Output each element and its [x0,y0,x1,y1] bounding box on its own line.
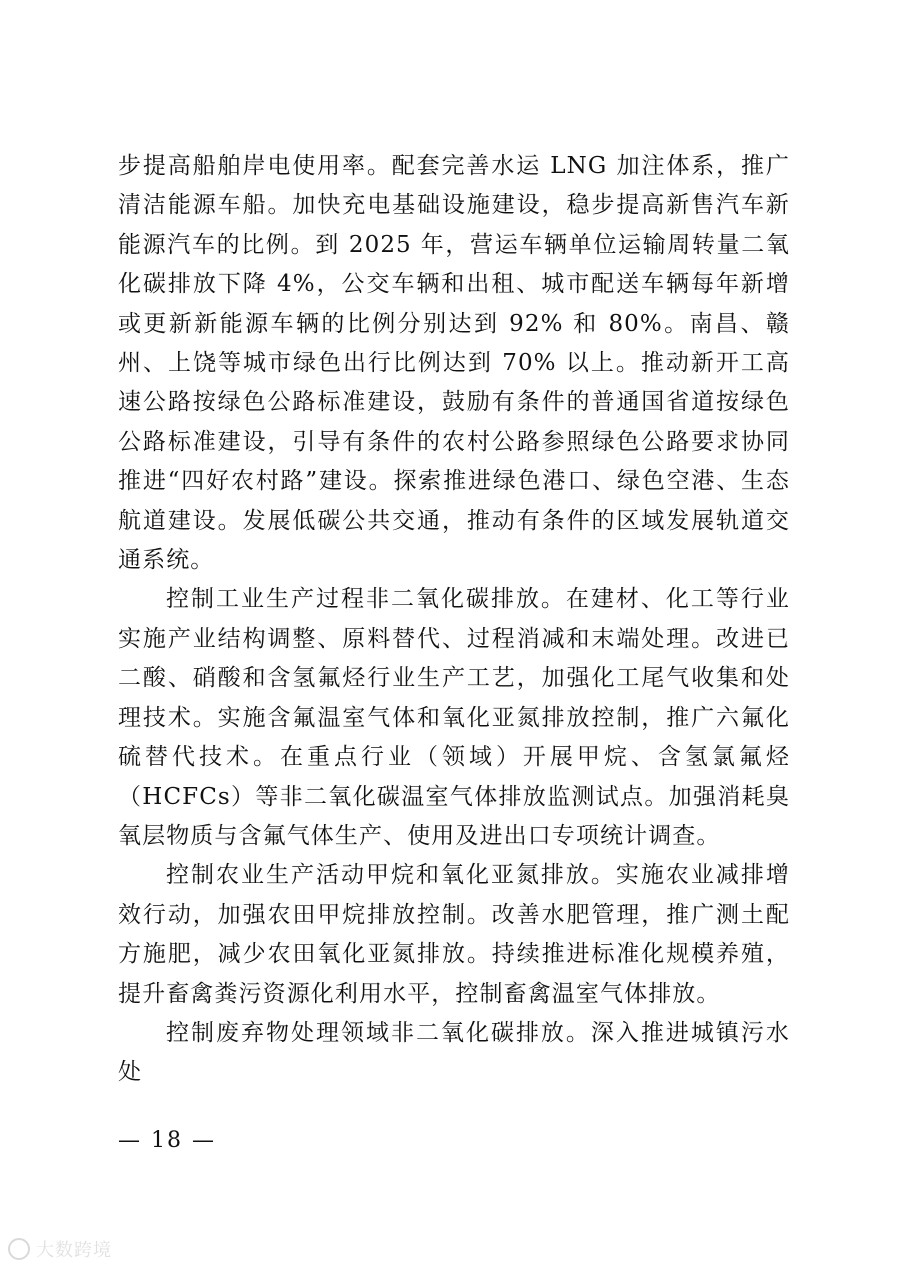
paragraph-transport: 步提高船舶岸电使用率。配套完善水运 LNG 加注体系，推广清洁能源车船。加快充电基础设施建设，稳步提高新售汽车新能源汽车的比例。到 2025 年，营运车辆单位运输周转量二氧化碳排放下降 4%，公交车辆和出租、城市配送车辆每年新增或更新新能源车辆的比例分别达到 92% 和 80%。南昌、赣州、上饶等城市绿色出行比例达到 70% 以上。推动新开工高速公路按绿色公路标准建设，鼓励有条件的普通国省道按绿色公路标准建设，引导有条件的农村公路参照绿色公路要求协同推进“四好农村路”建设。探索推进绿色港口、绿色空港、生态航道建设。发展低碳公共交通，推动有条件的区域发展轨道交通系统。 [118,153,790,574]
watermark [8,1236,112,1262]
paragraph-agriculture-emissions: 控制农业生产活动甲烷和氧化亚氮排放。实施农业减排增效行动，加强农田甲烷排放控制。改善水肥管理，推广测土配方施肥，减少农田氧化亚氮排放。持续推进标准化规模养殖，提升畜禽粪污资源化利用水平，控制畜禽温室气体排放。 [118,862,790,1007]
watermark-text: 大数跨境 [36,1240,112,1261]
document-body [118,147,790,1093]
paragraph-industrial-emissions: 控制工业生产过程非二氧化碳排放。在建材、化工等行业实施产业结构调整、原料替代、过程消减和末端处理。改进已二酸、硝酸和含氢氟烃行业生产工艺，加强化工尾气收集和处理技术。实施含氟温室气体和氧化亚氮排放控制，推广六氟化硫替代技术。在重点行业（领域）开展甲烷、含氢氯氟烃（HCFCs）等非二氧化碳温室气体排放监测试点。加强消耗臭氧层物质与含氟气体生产、使用及进出口专项统计调查。 [118,586,790,849]
watermark-logo-icon [8,1238,30,1260]
paragraph-waste-emissions: 控制废弃物处理领域非二氧化碳排放。深入推进城镇污水处 [118,1019,790,1086]
page-number: — 18 — [118,1128,216,1153]
